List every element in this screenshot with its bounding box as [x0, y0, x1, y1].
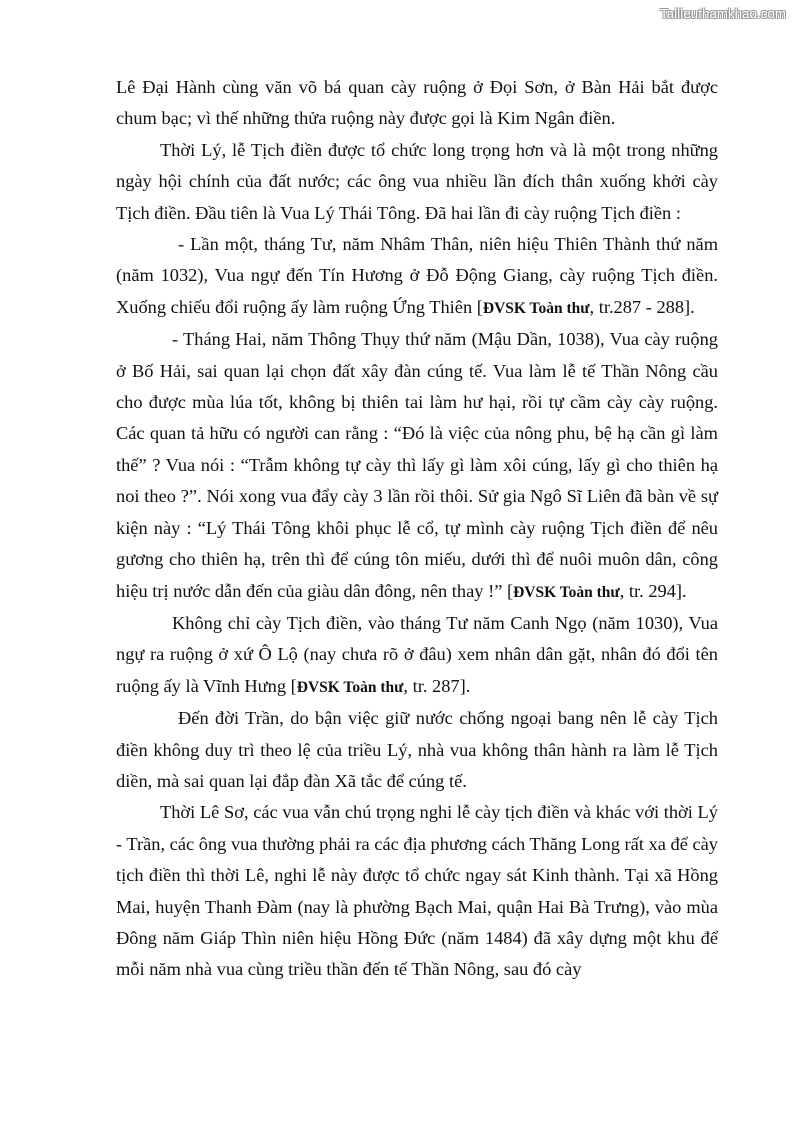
- paragraph-4-text: - Tháng Hai, năm Thông Thụy thứ năm (Mậu Dần, 1038), Vua cày ruộng ở Bố Hải, sai quan lại chọn đất xây đàn cúng tế. Vua làm lễ tế Thần Nông cầu cho được mùa lúa tốt, không bị thiên tai làm hư hại, rồi tự cầm cày cày ruộng. Các quan tả hữu có người can rằng : “Đó là việc của nông phu, bệ hạ cần gì làm thế” ? Vua nói : “Trẫm không tự cày thì lấy gì làm xôi cúng, lấy gì cho thiên hạ noi theo ?”. Nói xong vua đẩy cày 3 lần rồi thôi. Sử gia Ngô Sĩ Liên đã bàn về sự kiện này : “Lý Thái Tông khôi phục lễ cổ, tự mình cày ruộng Tịch điền để nêu gương cho thiên hạ, trên thì để cúng tôn miếu, dưới thì để nuôi muôn dân, công hiệu trị nước dẫn đến của giàu dân đông, nên thay !” [: [116, 329, 718, 601]
- paragraph-5-text: Không chỉ cày Tịch điền, vào tháng Tư năm Canh Ngọ (năm 1030), Vua ngự ra ruộng ở xứ Ô Lộ (nay chưa rõ ở đâu) xem nhân dân gặt, nhân đó đổi tên ruộng ấy là Vĩnh Hưng [: [116, 612, 718, 696]
- citation-ref: ĐVSK Toàn thư: [296, 678, 404, 696]
- citation-ref: ĐVSK Toàn thư: [513, 583, 620, 601]
- paragraph-4-tail: , tr. 294].: [619, 580, 687, 601]
- citation-ref: ĐVSK Toàn thư: [482, 299, 590, 317]
- paragraph-3-text: - Lần một, tháng Tư, năm Nhâm Thân, niên hiệu Thiên Thành thứ năm (năm 1032), Vua ngự đến Tín Hương ở Đỗ Động Giang, cày ruộng Tịch điền. Xuống chiếu đổi ruộng ấy làm ruộng Ứng Thiên [: [116, 234, 718, 317]
- paragraph-6: Đến đời Trần, do bận việc giữ nước chống ngoại bang nên lễ cày Tịch điền không duy trì theo lệ của triều Lý, nhà vua không thân hành ra làm lễ Tịch diền, mà sai quan lại đắp đàn Xã tắc để cúng tế.: [116, 708, 718, 791]
- paragraph-2: Thời Lý, lễ Tịch điền được tổ chức long trọng hơn và là một trong những ngày hội chính của đất nước; các ông vua nhiều lần đích thân xuống khởi cày Tịch điền. Đầu tiên là Vua Lý Thái Tông. Đã hai lần đi cày ruộng Tịch điền :: [116, 139, 718, 223]
- paragraph-4: [116, 324, 718, 608]
- paragraph-7: Thời Lê Sơ, các vua vẫn chú trọng nghi lễ cày tịch điền và khác với thời Lý - Trần, các ông vua thường phải ra các địa phương cách Thăng Long rất xa để cày tịch điền thì thời Lê, nghi lễ này được tổ chức ngay sát Kinh thành. Tại xã Hồng Mai, huyện Thanh Đàm (nay là phường Bạch Mai, quận Hai Bà Trưng), vào mùa Đông năm Giáp Thìn niên hiệu Hồng Đức (năm 1484) đã xây dựng một khu để mỗi năm nhà vua cùng triều thần đến tế Thần Nông, sau đó cày: [116, 802, 718, 980]
- watermark-text: Tailieuthamkhao.com: [660, 6, 786, 21]
- paragraph-5-tail: , tr. 287].: [403, 675, 471, 696]
- paragraph-5: [116, 608, 718, 703]
- document-body: [116, 72, 718, 986]
- paragraph-3: [116, 229, 718, 324]
- paragraph-3-tail: , tr.287 - 288].: [589, 296, 695, 317]
- paragraph-1: Lê Đại Hành cùng văn võ bá quan cày ruộng ở Đọi Sơn, ở Bàn Hải bắt được chum bạc; vì thế những thửa ruộng này được gọi là Kim Ngân điền.: [116, 77, 718, 129]
